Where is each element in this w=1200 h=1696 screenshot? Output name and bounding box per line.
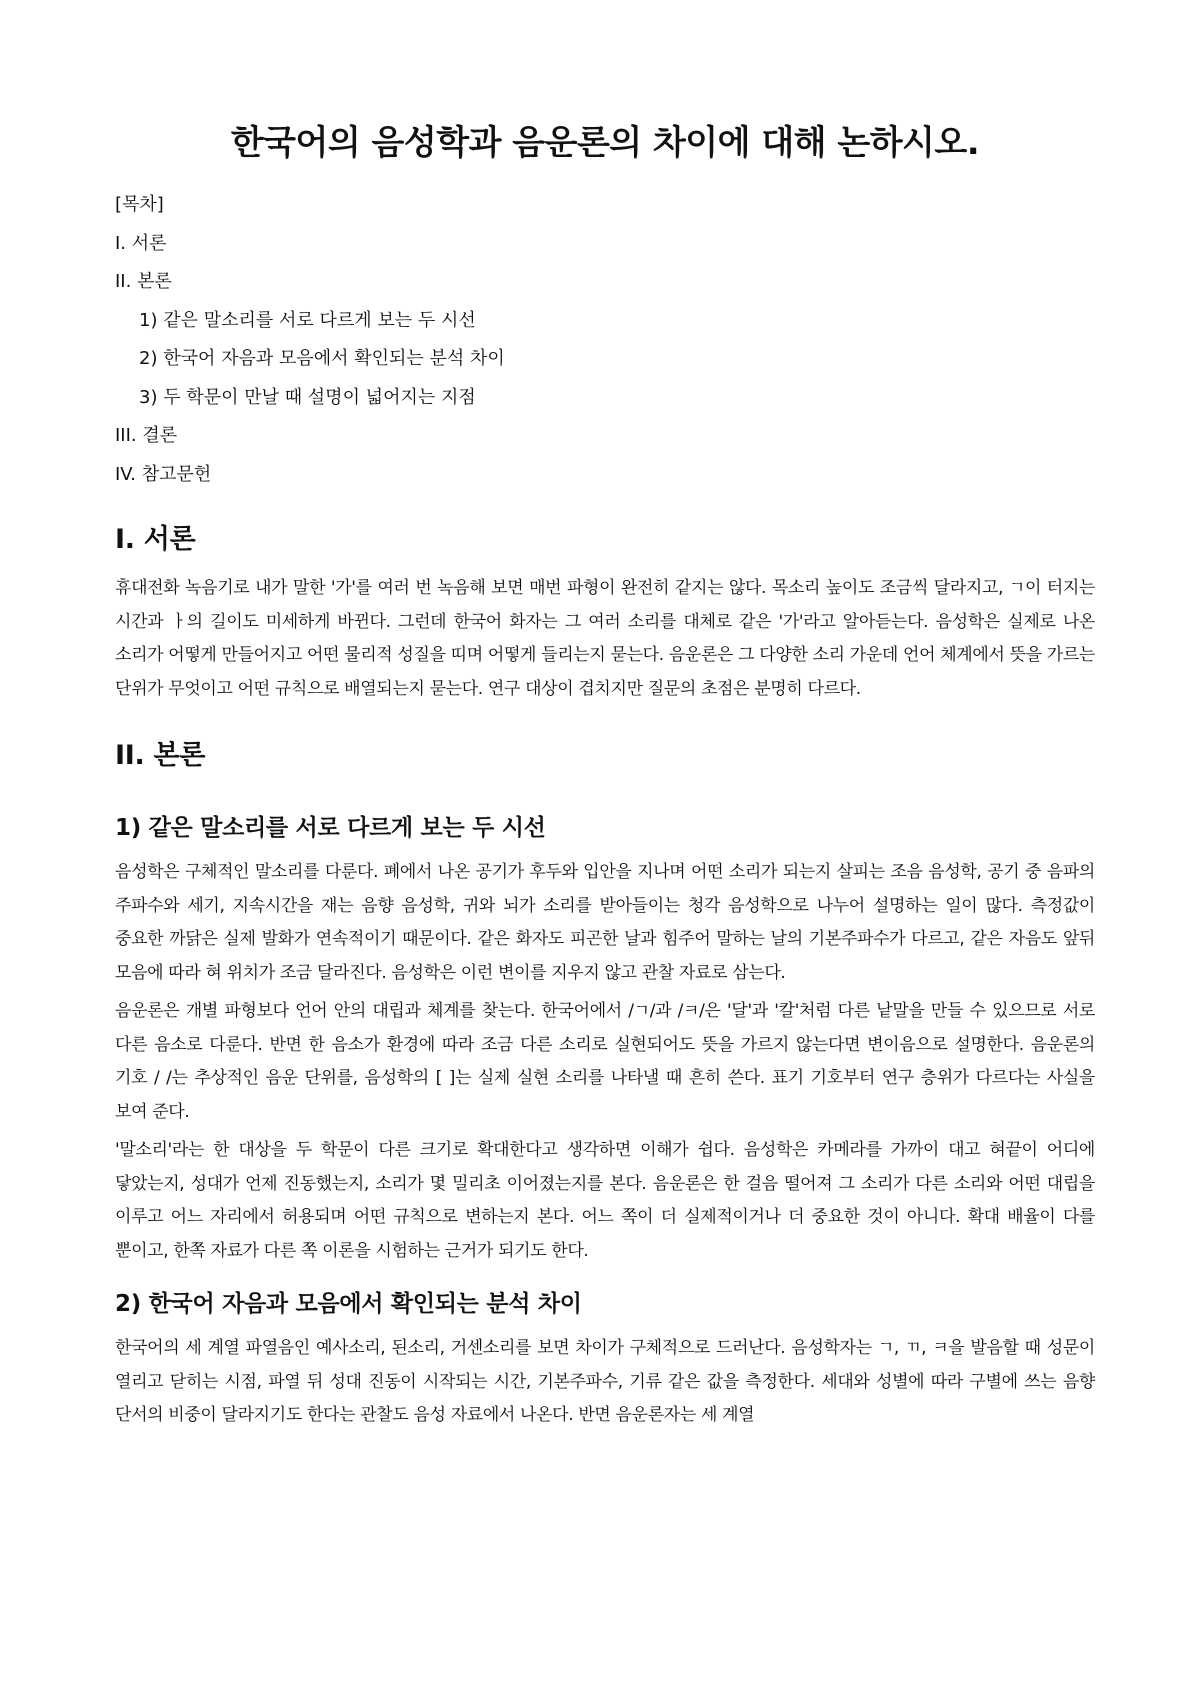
body-paragraph: 음운론은 개별 파형보다 언어 안의 대립과 체계를 찾는다. 한국어에서 /ㄱ/과 /ㅋ/은 '달'과 '칼'처럼 다른 낱말을 만들 수 있으므로 서로 다른 음소로 다룬다. 반면 한 음소가 환경에 따라 조금 다른 소리로 실현되어도 뜻을 가르지 않는다면 변이음으로 설명한다. 음운론의 기호 / /는 추상적인 음운 단위를, 음성학의 [ ]는 실제 실현 소리를 나타낼 때 흔히 쓴다. 표기 기호부터 연구 층위가 다르다는 사실을 보여 준다. <box>115 1001 1095 1122</box>
body-paragraph: 음성학은 구체적인 말소리를 다룬다. 폐에서 나온 공기가 후두와 입안을 지나며 어떤 소리가 되는지 살피는 조음 음성학, 공기 중 음파의 주파수와 세기, 지속시간을 재는 음향 음성학, 귀와 뇌가 소리를 받아들이는 청각 음성학으로 나누어 설명하는 일이 많다. 측정값이 중요한 까닭은 실제 발화가 연속적이기 때문이다. 같은 화자도 피곤한 날과 힘주어 말하는 날의 기본주파수가 다르고, 같은 자음도 앞뒤 모음에 따라 혀 위치가 조금 달라진다. 음성학은 이런 변이를 지우지 않고 관찰 자료로 삼는다. <box>115 862 1095 983</box>
document-title: 한국어의 음성학과 음운론의 차이에 대해 논하시오. <box>230 123 980 163</box>
toc-label: [목차] <box>115 194 164 215</box>
toc-item: I. 서론 <box>115 232 167 254</box>
section-heading-intro: I. 서론 <box>115 524 196 555</box>
toc-subitem: 3) 두 학문이 만날 때 설명이 넓어지는 지점 <box>139 386 476 408</box>
toc-item: IV. 참고문헌 <box>115 463 212 485</box>
section-heading-body: II. 본론 <box>115 740 206 771</box>
body-paragraph: '말소리'라는 한 대상을 두 학문이 다른 크기로 확대한다고 생각하면 이해가 쉽다. 음성학은 카메라를 가까이 대고 혀끝이 어디에 닿았는지, 성대가 언제 진동했는지, 소리가 몇 밀리초 이어졌는지를 본다. 음운론은 한 걸음 떨어져 그 소리가 다른 소리와 어떤 대립을 이루고 어느 자리에서 허용되며 어떤 규칙으로 변하는지 본다. 어느 쪽이 더 실제적이거나 더 중요한 것이 아니다. 확대 배율이 다를 뿐이고, 한쪽 자료가 다른 쪽 이론을 시험하는 근거가 되기도 한다. <box>115 1140 1095 1261</box>
toc-item: III. 결론 <box>115 425 178 446</box>
toc-subitem: 1) 같은 말소리를 서로 다르게 보는 두 시선 <box>139 309 476 331</box>
body-paragraph: 한국어의 세 계열 파열음인 예사소리, 된소리, 거센소리를 보면 차이가 구체적으로 드러난다. 음성학자는 ㄱ, ㄲ, ㅋ을 발음할 때 성문이 열리고 닫히는 시점, 파열 뒤 성대 진동이 시작되는 시간, 기본주파수, 기류 같은 값을 측정한다. 세대와 성별에 따라 구별에 쓰는 음향 단서의 비중이 달라지기도 한다는 관찰도 음성 자료에서 나온다. 반면 음운론자는 세 계열 <box>115 1338 1095 1425</box>
intro-paragraph: 휴대전화 녹음기로 내가 말한 '가'를 여러 번 녹음해 보면 매번 파형이 완전히 같지는 않다. 목소리 높이도 조금씩 달라지고, ㄱ이 터지는 시간과 ㅏ의 길이도 미세하게 바뀐다. 그런데 한국어 화자는 그 여러 소리를 대체로 같은 '가'라고 알아듣는다. 음성학은 실제로 나온 소리가 어떻게 만들어지고 어떤 물리적 성질을 띠며 어떻게 들리는지 묻는다. 음운론은 그 다양한 소리 가운데 언어 체계에서 뜻을 가르는 단위가 무엇이고 어떤 규칙으로 배열되는지 묻는다. 연구 대상이 겹치지만 질문의 초점은 분명히 다르다. <box>115 578 1095 699</box>
toc-item: II. 본론 <box>115 271 172 292</box>
toc-subitem: 2) 한국어 자음과 모음에서 확인되는 분석 차이 <box>139 348 505 369</box>
table-of-contents <box>115 186 1095 494</box>
subsection-heading-1: 1) 같은 말소리를 서로 다르게 보는 두 시선 <box>115 815 546 841</box>
subsection-heading-2: 2) 한국어 자음과 모음에서 확인되는 분석 차이 <box>115 1291 582 1317</box>
